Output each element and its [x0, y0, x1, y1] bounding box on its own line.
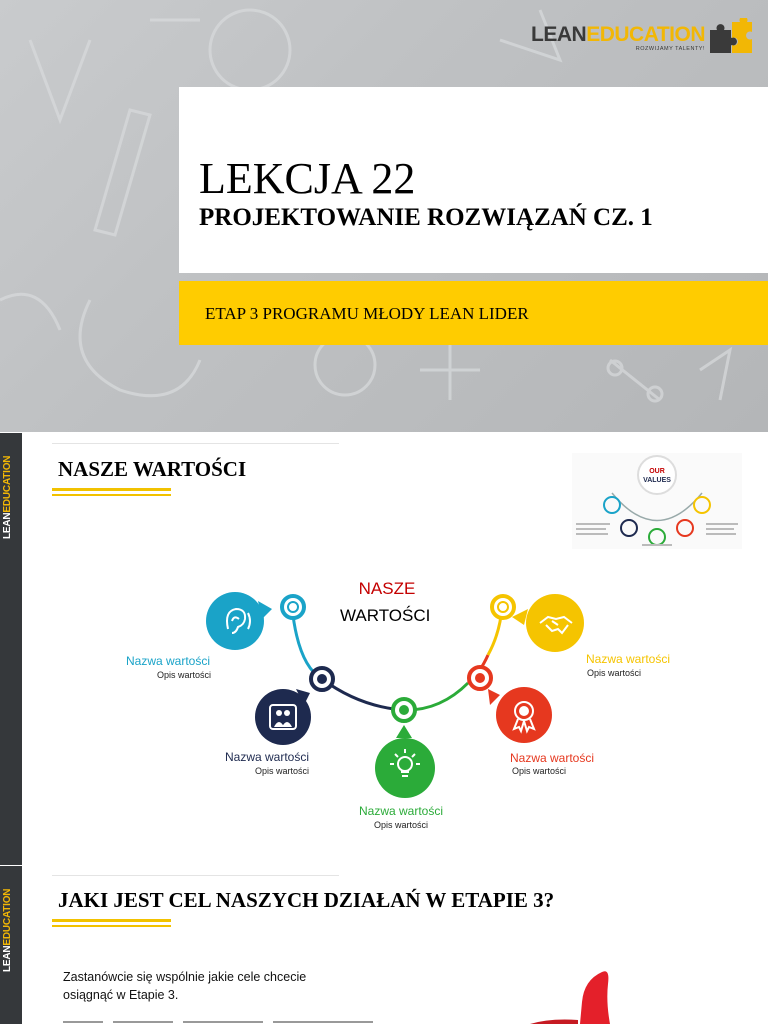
heading-underline: [52, 919, 171, 922]
lesson-title: LEKCJA 22: [199, 154, 416, 203]
stage-banner: [179, 281, 768, 345]
title-box: [179, 87, 768, 273]
value-bubble-1: [206, 592, 272, 650]
value-bubble-3: [375, 725, 435, 798]
side-brand-logo: LEANEDUCATION: [2, 888, 13, 972]
value-bubble-4: [488, 687, 552, 743]
values-slide: [0, 433, 768, 865]
stage-text: ETAP 3 PROGRAMU MŁODY LEAN LIDER: [205, 304, 529, 323]
side-brand-logo: LEANEDUCATION: [2, 455, 13, 539]
value-name-1: Nazwa wartości: [126, 654, 211, 668]
title-slide: [0, 0, 768, 432]
value-name-4: Nazwa wartości: [510, 751, 595, 765]
diagram-center-title-1: NASZE: [358, 579, 416, 598]
thumbnail-title-2: VALUES: [643, 477, 671, 484]
logo-tagline: ROZWIJAMY TALENTY!: [635, 46, 705, 52]
value-node-1: [282, 596, 304, 618]
goals-slide: [0, 866, 768, 1024]
thumbnail-title-1: OUR: [649, 468, 665, 475]
diagram-center-title-2: WARTOŚCI: [340, 606, 431, 625]
value-desc-2: Opis wartości: [255, 766, 310, 776]
values-diagram: [0, 433, 768, 865]
value-bubble-2: [255, 689, 311, 745]
value-bubble-5: [512, 594, 584, 652]
body-text: Zastanówcie się wspólnie jakie cele chcecie osiągnąć w Etapie 3.: [63, 970, 307, 1002]
red-pushpin-illustration: [520, 962, 640, 1024]
brand-logo: [531, 18, 754, 58]
logo-education-text: EDUCATION: [586, 23, 705, 46]
value-node-2: [311, 668, 333, 690]
cropped-text-line: [63, 1018, 383, 1024]
value-desc-5: Opis wartości: [587, 668, 642, 678]
lesson-subtitle: PROJEKTOWANIE ROZWIĄZAŃ CZ. 1: [199, 204, 653, 231]
value-desc-3: Opis wartości: [374, 820, 429, 830]
value-name-5: Nazwa wartości: [586, 652, 671, 666]
puzzle-icon: [708, 18, 754, 58]
value-node-5: [492, 596, 514, 618]
value-desc-4: Opis wartości: [512, 766, 567, 776]
section-heading: JAKI JEST CEL NASZYCH DZIAŁAŃ W ETAPIE 3?: [58, 888, 555, 912]
value-desc-1: Opis wartości: [157, 670, 212, 680]
logo-lean-text: LEAN: [531, 23, 587, 46]
value-name-3: Nazwa wartości: [359, 804, 444, 818]
value-node-3: [393, 699, 415, 721]
heading-underline: [52, 925, 171, 927]
value-name-2: Nazwa wartości: [225, 750, 310, 764]
divider: [52, 875, 339, 876]
side-brand-strip: [0, 866, 22, 1024]
section-heading: NASZE WARTOŚCI: [58, 457, 247, 481]
value-node-4: [469, 667, 491, 689]
